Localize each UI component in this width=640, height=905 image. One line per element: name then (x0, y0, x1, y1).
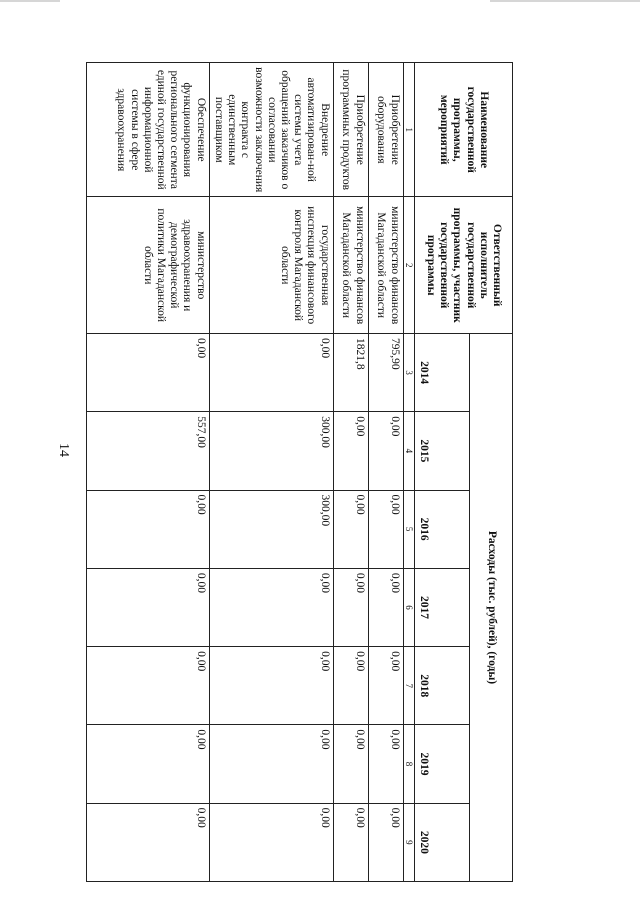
page-number: 14 (56, 443, 71, 457)
column-number: 1 (403, 63, 414, 197)
row-value: 0,00 (333, 568, 368, 646)
row-value: 0,00 (86, 568, 209, 646)
row-program-name: Приобретение программных продуктов (333, 63, 368, 197)
row-value: 0,00 (368, 725, 403, 803)
row-value: 0,00 (209, 568, 333, 646)
row-value: 0,00 (209, 647, 333, 725)
header-year: 2015 (415, 412, 470, 490)
table-row (209, 63, 333, 882)
row-value: 0,00 (368, 803, 403, 881)
row-value: 557,00 (86, 412, 209, 490)
rotated-table-wrapper (83, 62, 513, 882)
row-program-name: Внедрение автоматизирован-ной системы учета обращений заказчиков о согласовании возможности заключения контракта с единственным поставщиком (209, 63, 333, 197)
header-year: 2019 (415, 725, 470, 803)
row-value: 0,00 (209, 803, 333, 881)
row-executor: министерство здравоохранения и демографической политики Магаданской области (86, 197, 209, 333)
column-number: 4 (403, 412, 414, 490)
table-row (86, 63, 209, 882)
row-executor: министерство финансов Магаданской области (333, 197, 368, 333)
header-executor: Ответственный исполнитель государственной программы, участник государственной программы (415, 197, 513, 333)
row-value: 0,00 (86, 725, 209, 803)
row-value: 0,00 (86, 803, 209, 881)
row-value: 0,00 (368, 568, 403, 646)
row-value: 0,00 (86, 490, 209, 568)
row-value: 0,00 (333, 647, 368, 725)
row-value: 1821,8 (333, 333, 368, 411)
row-value: 0,00 (209, 333, 333, 411)
column-number: 3 (403, 333, 414, 411)
header-year: 2017 (415, 568, 470, 646)
column-number: 5 (403, 490, 414, 568)
row-value: 0,00 (86, 333, 209, 411)
row-value: 0,00 (333, 725, 368, 803)
row-executor: министерство финансов Магаданской области (368, 197, 403, 333)
scan-edge (0, 0, 640, 2)
column-number: 8 (403, 725, 414, 803)
table-row (368, 63, 403, 882)
row-value: 0,00 (209, 725, 333, 803)
row-executor: государственная инспекция финансового контроля Магаданской области (209, 197, 333, 333)
row-value: 300,00 (209, 490, 333, 568)
header-year: 2014 (415, 333, 470, 411)
row-value: 0,00 (368, 490, 403, 568)
row-value: 0,00 (368, 647, 403, 725)
row-value: 0,00 (333, 412, 368, 490)
header-year: 2016 (415, 490, 470, 568)
header-expenses-group: Расходы (тыс. рублей), (годы) (470, 333, 513, 881)
header-year: 2018 (415, 647, 470, 725)
row-value: 300,00 (209, 412, 333, 490)
row-value: 0,00 (86, 647, 209, 725)
row-value: 795,90 (368, 333, 403, 411)
header-program-name: Наименование государственной программы, мероприятий (415, 63, 513, 197)
row-value: 0,00 (333, 803, 368, 881)
row-value: 0,00 (368, 412, 403, 490)
budget-table (86, 62, 513, 882)
column-number: 9 (403, 803, 414, 881)
row-value: 0,00 (333, 490, 368, 568)
header-year: 2020 (415, 803, 470, 881)
row-program-name: Обеспечение функционирования регионального сегмента единой государственной информационной системы в сфере здравоохранения (86, 63, 209, 197)
column-number: 7 (403, 647, 414, 725)
row-program-name: Приобретение оборудования (368, 63, 403, 197)
column-number: 2 (403, 197, 414, 333)
column-number: 6 (403, 568, 414, 646)
table-row (333, 63, 368, 882)
